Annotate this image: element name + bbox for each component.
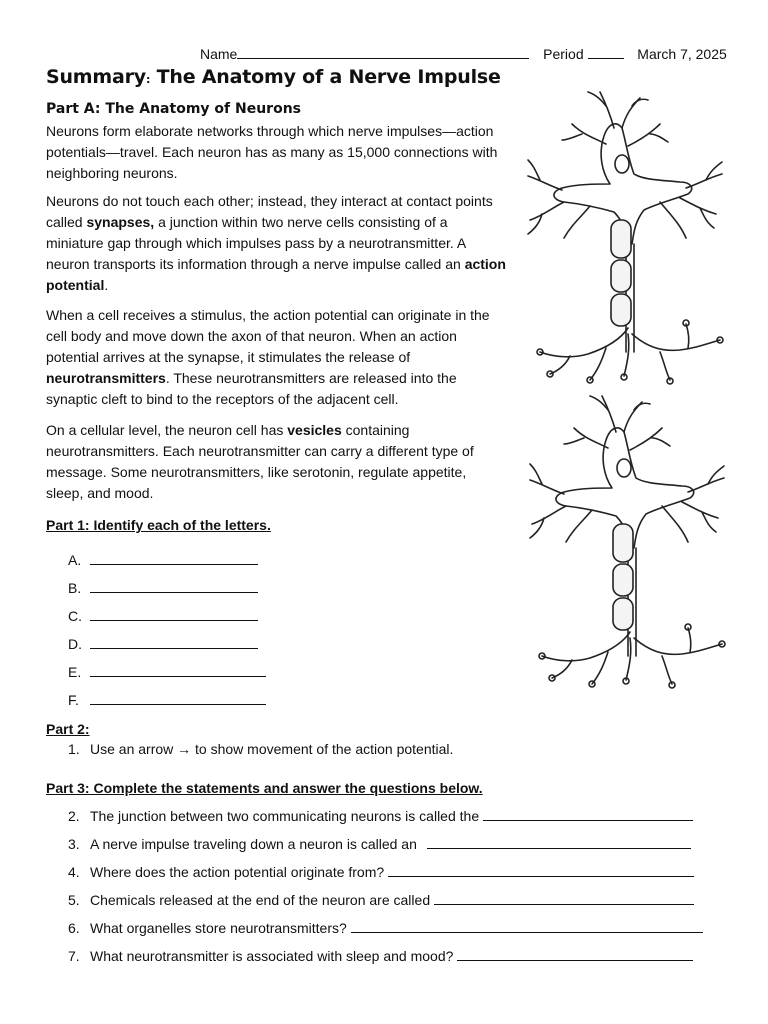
- answer-field-q4[interactable]: [388, 864, 694, 877]
- myelin-sheath: [613, 598, 633, 630]
- question-text: A nerve impulse traveling down a neuron is called an: [90, 836, 421, 852]
- answer-field-a[interactable]: [90, 552, 258, 565]
- name-label: Name: [200, 46, 238, 62]
- dendrite: [564, 438, 584, 444]
- axon-terminal: [542, 632, 630, 661]
- letter-label: B.: [68, 580, 82, 596]
- letter-label: A.: [68, 552, 82, 568]
- dendrite: [662, 506, 688, 542]
- question-4: [68, 864, 694, 880]
- answer-field-q6[interactable]: [351, 920, 703, 933]
- part-3-heading: Part 3: Complete the statements and answer the questions below.: [46, 780, 483, 796]
- p3-text-1: When a cell receives a stimulus, the action potential can originate in the cell body and move down the axon of that neuron. When an action potential arrives at the synapse, it stimulates the release of: [46, 307, 490, 365]
- letter-row-c: [68, 608, 258, 624]
- dendrite: [624, 402, 642, 432]
- title-rest: The Anatomy of a Nerve Impulse: [150, 66, 501, 88]
- dendrite: [530, 202, 564, 220]
- part-1-heading: Part 1: Identify each of the letters.: [46, 517, 271, 533]
- dendrite: [566, 510, 592, 542]
- term-neurotransmitters: neurotransmitters: [46, 370, 166, 386]
- header-line: [200, 46, 730, 62]
- dendrite: [622, 98, 640, 128]
- dendrite: [602, 396, 616, 432]
- p2-text-2: a junction within two nerve cells consisting of a miniature gap through which impulses pass by a neurotransmitter. A neuron transports its information through a nerve impulse called an: [46, 214, 466, 272]
- paragraph-4: [46, 420, 506, 504]
- axon-terminal: [632, 334, 720, 350]
- question-2: [68, 808, 693, 824]
- neuron-diagram-top: [510, 84, 740, 390]
- question-3: [68, 836, 691, 852]
- dendrite: [680, 198, 716, 214]
- question-number: 6.: [68, 920, 80, 936]
- axon-terminal: [688, 628, 691, 652]
- term-synapses: synapses,: [86, 214, 155, 230]
- axon-terminal: [552, 660, 572, 678]
- letter-row-e: [68, 664, 266, 680]
- answer-field-c[interactable]: [90, 608, 258, 621]
- term-action-potential: action potential: [46, 256, 506, 293]
- myelin-sheath: [613, 564, 633, 596]
- dendrite: [686, 174, 722, 188]
- nucleus: [617, 459, 631, 477]
- myelin-sheath: [613, 524, 633, 562]
- period-field[interactable]: [588, 46, 624, 59]
- name-field[interactable]: [237, 46, 529, 59]
- p2-text-3: .: [104, 277, 109, 293]
- question-text: What organelles store neurotransmitters?: [90, 920, 351, 936]
- dendrite: [530, 518, 544, 538]
- question-5: [68, 892, 694, 908]
- axon-terminal: [634, 638, 722, 654]
- letter-label: E.: [68, 664, 82, 680]
- answer-field-e[interactable]: [90, 664, 266, 677]
- letter-label: C.: [68, 608, 82, 624]
- title-separator: :: [145, 73, 151, 86]
- question-text: What neurotransmitter is associated with sleep and mood?: [90, 948, 458, 964]
- question-text: Where does the action potential originate from?: [90, 864, 389, 880]
- answer-field-q3[interactable]: [427, 836, 691, 849]
- dendrite: [530, 480, 564, 494]
- p4-text-2: containing neurotransmitters. Each neurotransmitter can carry a different type of message. Some neurotransmitters, like serotonin, regulate appetite, sleep, and mood.: [46, 422, 474, 501]
- answer-field-d[interactable]: [90, 636, 258, 649]
- term-vesicles: vesicles: [287, 422, 342, 438]
- question-text: Chemicals released at the end of the neuron are called: [90, 892, 434, 908]
- dendrite: [572, 124, 606, 144]
- question-text: The junction between two communicating neurons is called the: [90, 808, 483, 824]
- answer-field-f[interactable]: [90, 692, 266, 705]
- dendrite: [688, 478, 724, 492]
- dendrite: [600, 92, 614, 128]
- p3-text-2: . These neurotransmitters are released into the synaptic cleft to bind to the receptors of the adjacent cell.: [46, 370, 457, 407]
- part-a-heading: Part A: The Anatomy of Neurons: [46, 101, 301, 117]
- item-number: 1.: [68, 741, 80, 757]
- nucleus: [615, 155, 629, 173]
- axon-terminal: [540, 328, 628, 357]
- dendrite: [528, 214, 542, 234]
- dendrite: [660, 202, 686, 238]
- question-number: 3.: [68, 836, 80, 852]
- letter-row-f: [68, 692, 266, 708]
- neuron-diagram-bottom: [512, 388, 742, 694]
- paragraph-2: [46, 191, 506, 296]
- dendrite: [562, 134, 582, 140]
- myelin-sheath: [611, 220, 631, 258]
- page-title: [46, 66, 501, 88]
- title-main: Summary: [46, 66, 146, 88]
- letter-label: F.: [68, 692, 79, 708]
- question-number: 4.: [68, 864, 80, 880]
- answer-field-q2[interactable]: [483, 808, 693, 821]
- answer-field-q5[interactable]: [434, 892, 694, 905]
- axon-terminal: [660, 352, 670, 380]
- dendrite: [564, 206, 590, 238]
- p4-text-1: On a cellular level, the neuron cell has: [46, 422, 288, 438]
- question-6: [68, 920, 703, 936]
- axon-terminal: [550, 356, 570, 374]
- date: March 7, 2025: [637, 46, 727, 62]
- letter-row-d: [68, 636, 258, 652]
- paragraph-1: Neurons form elaborate networks through which nerve impulses—action potentials—travel. Each neuron has as many as 15,000 connections with neighboring neurons.: [46, 123, 498, 181]
- dendrite: [652, 438, 670, 446]
- dendrite: [528, 176, 562, 190]
- dendrite: [574, 428, 608, 448]
- dendrite: [682, 502, 718, 518]
- p2-text-1: Neurons do not touch each other; instead, they interact at contact points called: [46, 193, 493, 230]
- question-7: [68, 948, 693, 964]
- dendrite: [532, 506, 566, 524]
- axon-terminal: [662, 656, 672, 684]
- part-2-heading: Part 2:: [46, 721, 90, 737]
- item-text: Use an arrow → to show movement of the action potential.: [90, 741, 454, 757]
- letter-label: D.: [68, 636, 82, 652]
- myelin-sheath: [611, 294, 631, 326]
- answer-field-b[interactable]: [90, 580, 258, 593]
- letter-row-b: [68, 580, 258, 596]
- myelin-sheath: [611, 260, 631, 292]
- question-number: 5.: [68, 892, 80, 908]
- part-2-item: [68, 741, 453, 757]
- letter-row-a: [68, 552, 258, 568]
- period-label: Period: [543, 46, 584, 62]
- question-number: 2.: [68, 808, 80, 824]
- question-number: 7.: [68, 948, 80, 964]
- axon-terminal: [686, 324, 689, 348]
- answer-field-q7[interactable]: [457, 948, 693, 961]
- paragraph-3: [46, 305, 506, 410]
- dendrite: [650, 134, 668, 142]
